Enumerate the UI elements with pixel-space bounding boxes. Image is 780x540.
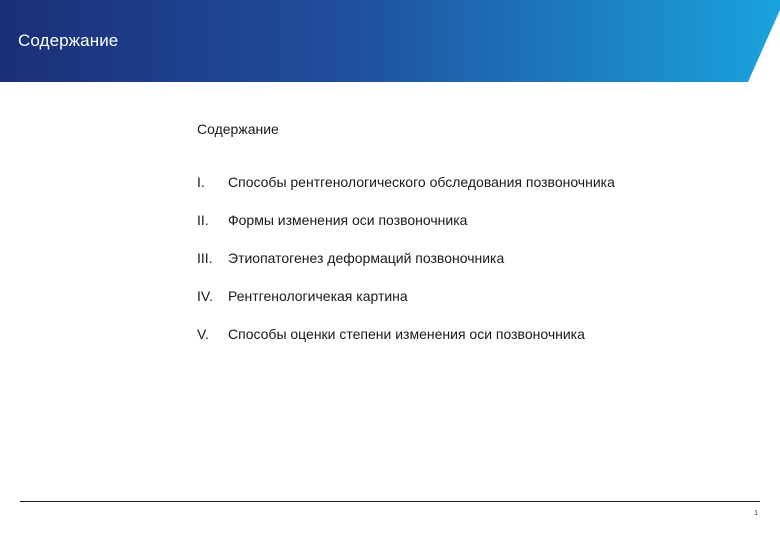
contents-item-number: I. <box>197 174 205 190</box>
contents-item-number: III. <box>197 250 213 266</box>
header-title: Содержание <box>18 31 119 50</box>
header-band <box>0 0 780 82</box>
contents-item-text: Формы изменения оси позвоночника <box>228 212 468 228</box>
contents-item-text: Рентгенологичекая картина <box>228 288 408 304</box>
footer-divider <box>20 501 760 502</box>
contents-item-number: V. <box>197 326 209 342</box>
contents-item-number: II. <box>197 212 209 228</box>
contents-item-text: Способы оценки степени изменения оси позвоночника <box>228 326 585 342</box>
contents-item-number: IV. <box>197 288 213 304</box>
contents-item-text: Способы рентгенологического обследования позвоночника <box>228 174 615 190</box>
contents-heading: Содержание <box>197 121 279 137</box>
contents-item-text: Этиопатогенез деформаций позвоночника <box>228 250 505 266</box>
page-number: 1 <box>754 510 758 517</box>
